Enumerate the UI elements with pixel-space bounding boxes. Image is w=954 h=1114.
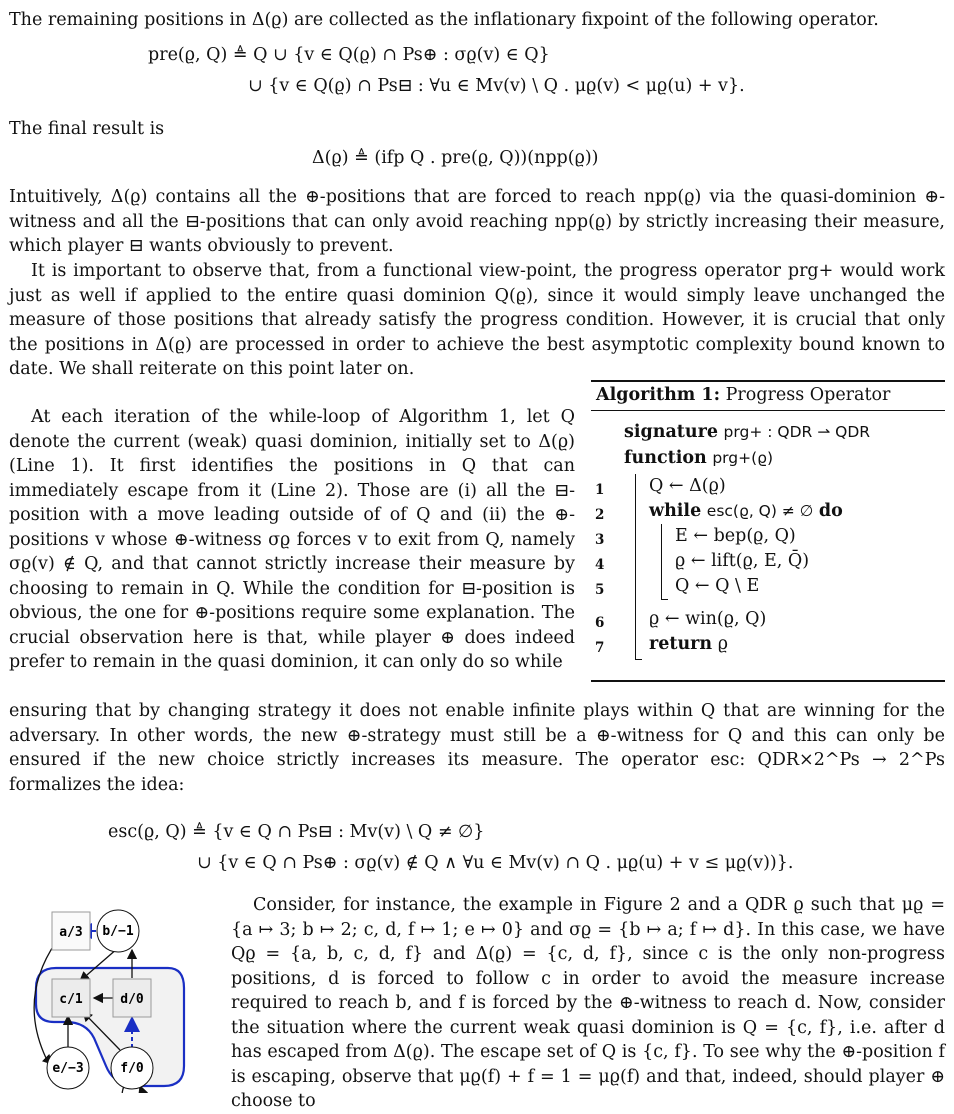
keyword-function: function bbox=[624, 448, 707, 468]
algorithm-caption bbox=[591, 382, 945, 411]
block-bar-function-end bbox=[635, 659, 642, 660]
equation-pre-line1: pre(ϱ, Q) ≜ Q ∪ {v ∈ Q(ϱ) ∩ Ps⊕ : σϱ(v) ∈ Q} bbox=[148, 45, 550, 65]
paragraph-intuition: Intuitively, Δ(ϱ) contains all the ⊕-positions that are forced to reach npp(ϱ) via the quasi-dominion ⊕-witness and all the ⊟-positions that can only avoid reaching npp(ϱ) by strictly increasing their measure, which player ⊟ wants obviously to prevent. bbox=[9, 187, 945, 256]
paragraph-strategy: ensuring that by changing strategy it does not enable infinite plays within Q that are winning for the adversary. In other words, the new ⊕-strategy must still be a ⊕-witness for Q and this can only be ensured if the new choice strictly increases its measure. The operator esc: QDR×2^Ps → 2^Ps formalizes the idea: bbox=[9, 701, 945, 795]
algorithm-line-1: Q ← Δ(ϱ) bbox=[649, 476, 726, 496]
return-value: ϱ bbox=[717, 634, 728, 654]
node-d-label: d/0 bbox=[120, 992, 144, 1007]
node-f-label: f/0 bbox=[120, 1061, 144, 1076]
algorithm-caption-title: Progress Operator bbox=[725, 385, 891, 405]
keyword-while: while bbox=[649, 501, 702, 521]
algorithm-line-2 bbox=[649, 499, 843, 524]
line-number-3: 3 bbox=[595, 532, 605, 548]
line-number-4: 4 bbox=[595, 557, 605, 573]
paragraph-while-loop: At each iteration of the while-loop of Algorithm 1, let Q denote the current (weak) quasi dominion, initially set to Δ(ϱ) (Line 1). It first identifies the positions in Q that can immediately escape from it (Line 2). Those are (i) all the ⊟-position with a move leading outside of of Q and (ii) the ⊕-positions v whose ⊕-witness σϱ forces v to exit from Q, namely σϱ(v) ∉ Q, and that cannot strictly increase their measure by choosing to remain in Q. While the condition for ⊟-position is obvious, the one for ⊕-positions require some explanation. The crucial observation here is that, while player ⊕ does indeed prefer to remain in the quasi dominion, it can only do so while bbox=[9, 407, 575, 672]
line-number-5: 5 bbox=[595, 582, 605, 598]
algorithm-line-3: E ← bep(ϱ, Q) bbox=[675, 526, 796, 546]
equation-pre-line2: ∪ {v ∈ Q(ϱ) ∩ Ps⊟ : ∀u ∈ Mv(v) \ Q . μϱ(v) < μϱ(u) + v}. bbox=[248, 76, 745, 96]
block-bar-function bbox=[635, 474, 636, 660]
algorithm-line-5: Q ← Q \ E bbox=[675, 576, 760, 596]
function-text: prg+(ϱ) bbox=[712, 449, 774, 467]
line-number-2: 2 bbox=[595, 507, 605, 523]
node-a-label: a/3 bbox=[59, 925, 83, 940]
keyword-do: do bbox=[818, 501, 843, 521]
paragraph-example: Consider, for instance, the example in Figure 2 and a QDR ϱ such that μϱ = {a ↦ 3; b ↦ 2; c, d, f ↦ 1; e ↦ 0} and σϱ = {b ↦ a; f ↦ d}. In this case, we have Qϱ = {a, b, c, d, f} and Δ(ϱ) = {c, d, f}, since c is the only non-progress positions, d is forced to follow c in order to avoid the measure increase required to reach b, and f is forced by the ⊕-witness to reach d. Now, consider the situation where the current weak quasi dominion is Q = {c, f}, i.e. after d has escaped from Δ(ϱ). The escape set of Q is {c, f}. To see why the ⊕-position f is escaping, observe that μϱ(f) + f = 1 = μϱ(f) and that, indeed, should player ⊕ choose to bbox=[231, 895, 945, 1111]
keyword-return: return bbox=[649, 634, 713, 654]
node-c-label: c/1 bbox=[59, 992, 83, 1007]
line-number-6: 6 bbox=[595, 615, 605, 631]
paragraph-final-result: The final result is bbox=[9, 119, 165, 139]
algorithm-line-7 bbox=[649, 632, 728, 657]
line-number-1: 1 bbox=[595, 482, 605, 498]
equation-delta: Δ(ϱ) ≜ (ifp Q . pre(ϱ, Q))(npp(ϱ)) bbox=[312, 148, 599, 168]
keyword-signature: signature bbox=[624, 422, 718, 442]
line-number-7: 7 bbox=[595, 640, 605, 656]
equation-esc-line1: esc(ϱ, Q) ≜ {v ∈ Q ∩ Ps⊟ : Mv(v) \ Q ≠ ∅} bbox=[108, 822, 485, 842]
algorithm-box bbox=[591, 380, 945, 682]
paragraph-intro: The remaining positions in Δ(ϱ) are collected as the inflationary fixpoint of the following operator. bbox=[9, 10, 879, 30]
signature-text: prg+ : QDR ⇀ QDR bbox=[723, 423, 871, 441]
equation-esc-line2: ∪ {v ∈ Q ∩ Ps⊕ : σϱ(v) ∉ Q ∧ ∀u ∈ Mv(v) ∩ Q . μϱ(u) + v ≤ μϱ(v))}. bbox=[197, 853, 794, 873]
node-b-label: b/−1 bbox=[102, 924, 134, 939]
algorithm-line-6: ϱ ← win(ϱ, Q) bbox=[649, 609, 767, 629]
block-bar-while bbox=[661, 524, 662, 600]
node-e-label: e/−3 bbox=[52, 1061, 84, 1076]
algorithm-line-4: ϱ ← lift(ϱ, E, Q̄) bbox=[675, 551, 810, 571]
algorithm-caption-label: Algorithm 1: bbox=[596, 385, 721, 405]
algorithm-line-function bbox=[624, 446, 773, 471]
while-condition: esc(ϱ, Q) ≠ ∅ bbox=[706, 502, 814, 520]
algorithm-line-signature bbox=[624, 420, 870, 445]
block-bar-while-end bbox=[661, 599, 668, 600]
figure-game-graph bbox=[8, 888, 218, 1093]
paragraph-functional-view: It is important to observe that, from a functional view-point, the progress operator prg+ would work just as well if applied to the entire quasi dominion Q(ϱ), since it would simply leave unchanged the measure of those positions that already satisfy the progress condition. However, it is crucial that only the positions in Δ(ϱ) are processed in order to achieve the best asymptotic complexity bound known to date. We shall reiterate on this point later on. bbox=[9, 261, 945, 379]
